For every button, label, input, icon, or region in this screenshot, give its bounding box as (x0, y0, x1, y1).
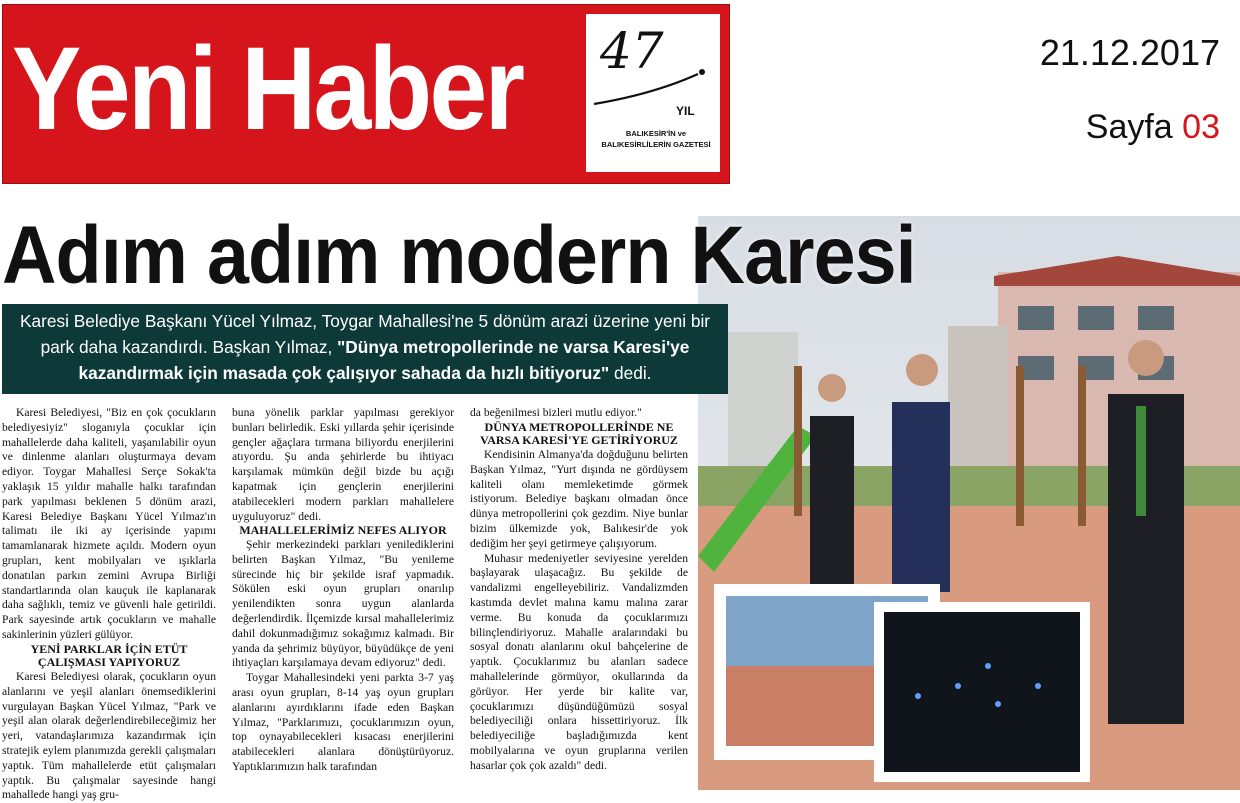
subheading: DÜNYA METROPOLLERİNDE NE VARSA KARESİ'YE GETİRİYORUZ (480, 419, 678, 448)
page-label: Sayfa (1085, 108, 1173, 146)
issue-date: 21.12.2017 (1039, 32, 1220, 73)
page-number: 03 (1182, 108, 1220, 146)
paragraph: Toygar Mahallesindeki yeni parkta 3-7 yaş arası oyun grupları, 8-14 yaş oyun grupları alanlarını ayırdıklarını ifade eden Başkan Yılmaz, "Parklarımızı, çocuklarımızın oyun, top oynayabilecekleri kısacası enerjilerini atabilecekleri alanlara dönüştürüyoruz. Yaptıklarımızın halk tarafından (232, 671, 454, 773)
paragraph: Şehir merkezindeki parkları yenilediklerini belirten Başkan Yılmaz, "Bu yenileme sürecinde hiç bir şekilde israf yapmadık. Sökülen eski oyun grupları onarılıp yenilendikten sonra uygun alanlarda değerlendirdik. İlçemizde kırsal mahallelerimiz dahil dokunmadığımız sokağımız kalmadı. Bir yanda da şehrimiz büyüyor, büyüdükçe de yeni ihtiyaçları karşılamaya devam ediyoruz" dedi. (232, 537, 454, 670)
deck-tail: dedi. (609, 363, 652, 383)
paragraph: Karesi Belediyesi olarak, çocukların oyun alanlarını ve yeşil alanları önemsediklerini vurgulayan Başkan Yücel Yılmaz, "Park ve yeşil alan olarak değerlendirebileceğimiz her yeri, vatandaşlarımıza kazandırmak için stratejik eylem planımızda gerekli çalışmaları yaptık. Tüm mahallelerde etüt çalışmaları yaptık. Bu çalışmalar sayesinde hangi mahallede hangi yaş gru- (2, 669, 216, 802)
paragraph: Karesi Belediyesi, "Biz en çok çocukların belediyesiyiz" sloganıyla çocuklar için mahallelerde daha kaliteli, yaşanılabilir oyun ve dinlenme alanları oluşturmaya devam ediyor. Toygar Mahallesi Serçe Sokak'ta yaklaşık 15 yıldır mahalle halkı tarafından park yapılması beklenen 5 dönüm arazi, Karesi Belediye Başkanı Yücel Yılmaz'ın talimatı ile iki ay içerisinde yapımı tamamlanarak hizmete açıldı. Modern oyun grupları, kent mobilyaları ve ışıklarla donatılan parkın zemini Avrupa Birliği standartlarında olan kauçuk ile kaplanarak daha sağlıklı, temiz ve güvenli hale getirildi. Park sayesinde artık çocukların ve mahalle sakinlerinin yüzleri gülüyor. (2, 406, 216, 641)
article-headline: Adım adım modern Karesi (2, 210, 916, 301)
subheading: YENİ PARKLAR İÇİN ETÜT ÇALIŞMASI YAPIYORUZ (30, 641, 188, 670)
page-indicator (1086, 108, 1220, 147)
newspaper-slogan: BALIKESİR'İN ve BALIKESİRLİLERİN GAZETESİ (601, 129, 711, 149)
subheading: MAHALLELERİMİZ NEFES ALIYOR (239, 523, 447, 538)
deck-quote: "Dünya metropollerinde ne varsa Karesi'ye kazandırmak için masada çok çalışıyor sahada da hızlı bitiyoruz" (78, 337, 690, 383)
article-deck (2, 304, 728, 394)
paragraph: da beğenilmesi bizleri mutlu ediyor." (470, 406, 642, 419)
article-column-1 (2, 406, 216, 803)
anniversary-number: 47 (600, 22, 664, 80)
newspaper-name: Yeni Haber (12, 23, 523, 155)
article-column-2 (232, 406, 454, 775)
deck-text: Karesi Belediye Başkanı Yücel Yılmaz, Toygar Mahallesi'ne 5 dönüm arazi üzerine yeni bir park daha kazandırdı. Başkan Yılmaz, (19, 311, 711, 357)
paragraph: Kendisinin Almanya'da doğduğunu belirten Başkan Yılmaz, "Yurt dışında ne gördüysem kaliteli olanı memleketimde görmek istiyorum. Belediye başkanı olmadan önce dünya metropollerini çok gezdim. Niye bunlar bizim ülkemizde yok, Balıkesir'de yok dediğim her şeyi getirmeye çalışıyorum. (470, 447, 688, 550)
anniversary-unit: YIL (676, 104, 695, 118)
paragraph: buna yönelik parklar yapılması gerekiyor bunları belirledik. Eski yıllarda şehir içerisinde gençler ağaçlara tırmana biliyordu enerjilerini atıyordu. Şu anda şehirlerde bu ihtiyacı karşılamak mümkün değil bizde bu açığı kapatmak için gençlerin enerjilerini atabilecekleri modern parkları mahallelere uyguluyoruz" dedi. (232, 406, 454, 523)
paragraph: Muhasır medeniyetler seviyesine yerelden başlayarak ulaşacağız. Bu şekilde de vandalizmi engelleyebiliriz. Vandalizmden kastımda devlet malına kamu malına zarar verme. Bu konuda da çocuklarımızı bilinçlendiriyoruz. Mahalle aralarındaki bu sosyal donatı alanlarını okul bahçelerine de yaptık. Çocuklarımız bu alanları sadece mahallelerinde görmüyor, okullarında da görüyor. Her yerde bir kalite var, çocuklarımızı düşündüğümüzü sosyal belediyeciliği onlara hissettiriyoruz. İlk belediyeciliğe başladığımızda kent mobilyalarına ve oyun gruplarına verilen hasarlar çok çok azaldı" dedi. (470, 551, 688, 772)
article-column-3 (470, 406, 688, 774)
